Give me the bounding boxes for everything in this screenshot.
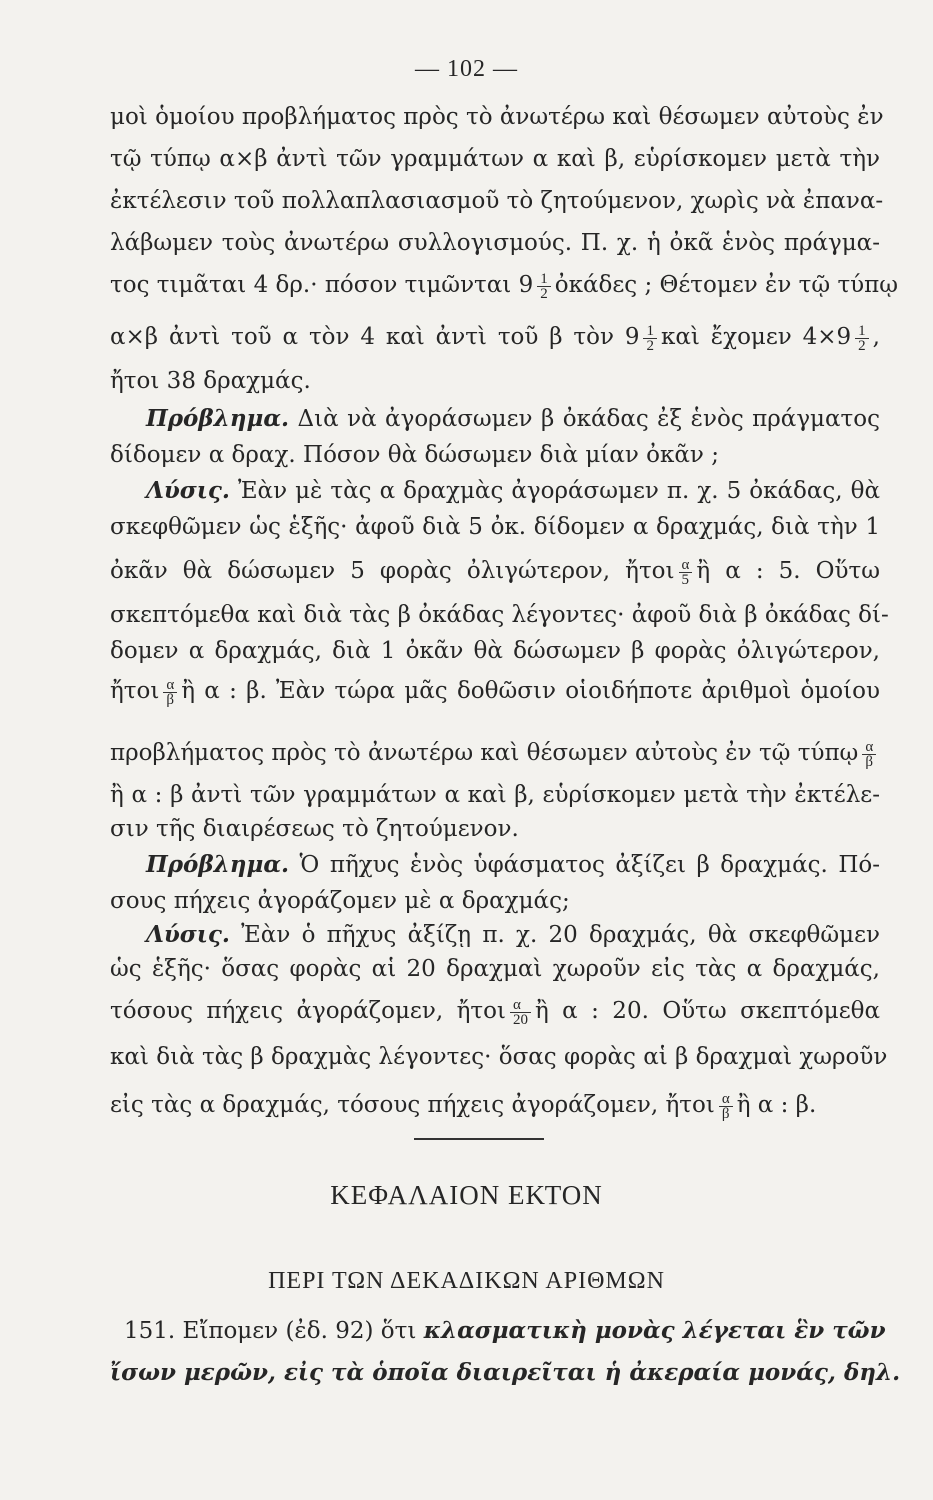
- solution-label: Λύσις.: [146, 477, 230, 504]
- fraction-half: $\frac{1}{2}$: [537, 272, 551, 301]
- text-line: [110, 270, 899, 302]
- section-title: ΠΕΡΙ ΤΩΝ ΔΕΚΑΔΙΚΩΝ ΑΡΙΘΜΩΝ: [268, 1268, 665, 1294]
- text-line: τόσους πήχεις ἀγοράζομεν, ἤτοι $\frac{\alpha}{20}$ ἢ α : 20. Οὕτω σκεπτόμεθα: [110, 996, 880, 1028]
- text-line: τῷ τύπῳ α×β ἀντὶ τῶν γραμμάτων α καὶ β, εὑρίσκομεν μετὰ τὴν: [110, 146, 880, 172]
- problem-label: Πρόβλημα.: [146, 405, 290, 432]
- problem-heading-line: Πρόβλημα. Διὰ νὰ ἀγοράσωμεν β ὀκάδας ἐξ ἑνὸς πράγματος: [146, 405, 880, 432]
- text-line: ἴσων μερῶν, εἰς τὰ ὁποῖα διαιρεῖται ἡ ἀκεραία μονάς, δηλ.: [110, 1359, 901, 1386]
- text-line: σκεφθῶμεν ὡς ἑξῆς· ἀφοῦ διὰ 5 ὀκ. δίδομεν α δραχμάς, διὰ τὴν 1: [110, 514, 880, 540]
- fraction: $\frac{\alpha}{\beta}$: [719, 1092, 733, 1121]
- text-line: μοὶ ὁμοίου προβλήματος πρὸς τὸ ἀνωτέρω καὶ θέσωμεν αὐτοὺς ἐν: [110, 104, 884, 130]
- text-line: σκεπτόμεθα καὶ διὰ τὰς β ὀκάδας λέγοντες· ἀφοῦ διὰ β ὀκάδας δί-: [110, 602, 889, 628]
- fraction-half: $\frac{1}{2}$: [643, 324, 657, 353]
- text-line: σους πήχεις ἀγοράζομεν μὲ α δραχμάς;: [110, 888, 570, 914]
- line-part: καὶ ἔχομεν 4×9: [660, 324, 852, 350]
- solution-label: Λύσις.: [146, 921, 230, 948]
- line-part: ὀκάδες ; Θέτομεν ἐν τῷ τύπῳ: [554, 272, 899, 298]
- problem-label: Πρόβλημα.: [146, 851, 290, 878]
- text-line: ἤτοι 38 δραχμάς.: [110, 368, 311, 394]
- text-line: δομεν α δραχμάς, διὰ 1 ὀκᾶν θὰ δώσωμεν β φορὰς ὀλιγώτερον,: [110, 638, 880, 664]
- text-line: δίδομεν α δραχ. Πόσον θὰ δώσωμεν διὰ μίαν ὀκᾶν ;: [110, 442, 719, 468]
- fraction: $\frac{\alpha}{\beta}$: [163, 678, 177, 707]
- text-line: καὶ διὰ τὰς β δραχμὰς λέγοντες· ὅσας φορὰς αἱ β δραχμαὶ χωροῦν: [110, 1044, 888, 1070]
- fraction: $\frac{\alpha}{\beta}$: [862, 740, 876, 769]
- line-part: τος τιμᾶται 4 δρ.· πόσον τιμῶνται 9: [110, 272, 534, 298]
- problem-heading-line: Πρόβλημα. Ὁ πῆχυς ἑνὸς ὑφάσματος ἀξίζει β δραχμάς. Πό-: [146, 851, 880, 878]
- text-line: ἐκτέλεσιν τοῦ πολλαπλασιασμοῦ τὸ ζητούμενον, χωρὶς νὰ ἐπανα-: [110, 188, 884, 214]
- text-line: λάβωμεν τοὺς ἀνωτέρω συλλογισμούς. Π. χ. ἡ ὀκᾶ ἑνὸς πράγμα-: [110, 230, 880, 256]
- text-line: προβλήματος πρὸς τὸ ἀνωτέρω καὶ θέσωμεν αὐτοὺς ἐν τῷ τύπῳ $\frac{\alpha}{\beta}$: [110, 738, 880, 769]
- text-line: ἤτοι $\frac{\alpha}{\beta}$ ἢ α : β. Ἐὰν τώρα μᾶς δοθῶσιν οἱοιδήποτε ἀριθμοὶ ὁμοίου: [110, 676, 880, 708]
- fraction-half: $\frac{1}{2}$: [855, 324, 869, 353]
- text-line: σιν τῆς διαιρέσεως τὸ ζητούμενον.: [110, 816, 519, 842]
- text-line: ὡς ἑξῆς· ὅσας φορὰς αἱ 20 δραχμαὶ χωροῦν εἰς τὰς α δραχμάς,: [110, 956, 880, 982]
- paragraph-number: 151.: [124, 1318, 176, 1344]
- text-line: εἰς τὰς α δραχμάς, τόσους πήχεις ἀγοράζομεν, ἤτοι $\frac{\alpha}{\beta}$ ἢ α : β.: [110, 1090, 817, 1122]
- chapter-title: ΚΕΦΑΛΑΙΟΝ ΕΚΤΟΝ: [330, 1180, 603, 1210]
- text-line: α×β ἀντὶ τοῦ α τὸν 4 καὶ ἀντὶ τοῦ β τὸν 9 $\frac{1}{2}$ καὶ ἔχομεν 4×9 $\frac{1}{2}$ ,: [110, 322, 880, 354]
- text-line: ἢ α : β ἀντὶ τῶν γραμμάτων α καὶ β, εὑρίσκομεν μετὰ τὴν ἐκτέλε-: [110, 782, 880, 808]
- fraction: $\frac{\alpha}{20}$: [510, 998, 531, 1027]
- section-divider: [414, 1138, 544, 1140]
- page-number: — 102 —: [415, 56, 518, 82]
- line-part: α×β ἀντὶ τοῦ α τὸν 4 καὶ ἀντὶ τοῦ β τὸν 9: [110, 324, 640, 350]
- paragraph-151-line: 151. Εἴπομεν (ἐδ. 92) ὅτι κλασματικὴ μονὰς λέγεται ἓν τῶν: [124, 1317, 886, 1344]
- solution-heading-line: Λύσις. Ἐὰν μὲ τὰς α δραχμὰς ἀγοράσωμεν π. χ. 5 ὀκάδας, θὰ: [146, 477, 880, 504]
- text-line: ὀκᾶν θὰ δώσωμεν 5 φορὰς ὀλιγώτερον, ἤτοι $\frac{\alpha}{5}$ ἢ α : 5. Οὕτω: [110, 556, 880, 588]
- fraction: $\frac{\alpha}{5}$: [679, 558, 693, 587]
- solution-heading-line: Λύσις. Ἐὰν ὁ πῆχυς ἀξίζῃ π. χ. 20 δραχμάς, θὰ σκεφθῶμεν: [146, 921, 881, 948]
